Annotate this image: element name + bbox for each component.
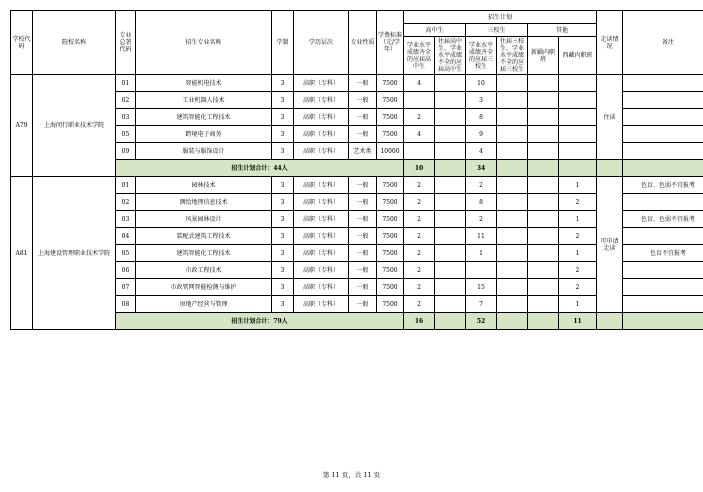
count-c2 <box>435 177 466 194</box>
header-level: 学历层次 <box>294 11 349 75</box>
duration: 3 <box>272 109 294 126</box>
count-c4 <box>497 194 528 211</box>
count-c5 <box>528 194 559 211</box>
count-c3: 15 <box>466 279 497 296</box>
note <box>623 126 703 143</box>
fee: 7500 <box>377 177 404 194</box>
nature: 一般 <box>349 194 377 211</box>
fee: 7500 <box>377 296 404 313</box>
count-c5 <box>528 245 559 262</box>
subtotal-note <box>623 160 703 177</box>
header-major-name: 招生专业名称 <box>136 11 272 75</box>
count-c3: 7 <box>466 296 497 313</box>
header-c2: 往届高中生、学业水平成绩不全的应届高中生 <box>435 37 466 75</box>
subtotal-note <box>623 313 703 330</box>
major-name: 园林技术 <box>136 177 272 194</box>
duration: 3 <box>272 245 294 262</box>
count-c2 <box>435 126 466 143</box>
major-code: 05 <box>116 245 136 262</box>
count-c2 <box>435 92 466 109</box>
fee: 7500 <box>377 194 404 211</box>
level: 高职（专科） <box>294 262 349 279</box>
count-c6: 2 <box>559 262 597 279</box>
subtotal-c2 <box>435 160 466 177</box>
major-code: 01 <box>116 177 136 194</box>
count-c4 <box>497 262 528 279</box>
fee: 7500 <box>377 126 404 143</box>
level: 高职（专科） <box>294 279 349 296</box>
count-c5 <box>528 177 559 194</box>
header-c3: 学业水平成绩齐全的应届三校生 <box>466 37 497 75</box>
count-c3: 2 <box>466 211 497 228</box>
subtotal-c5 <box>528 313 559 330</box>
note <box>623 143 703 160</box>
nature: 一般 <box>349 177 377 194</box>
count-c5 <box>528 143 559 160</box>
subtotal-label: 招生计划合计：79人 <box>116 313 404 330</box>
major-code: 03 <box>116 211 136 228</box>
major-name: 建筑智能化工程技术 <box>136 109 272 126</box>
nature: 一般 <box>349 279 377 296</box>
school-code: A81 <box>11 177 33 330</box>
table-row <box>11 75 703 92</box>
count-c3: 8 <box>466 109 497 126</box>
count-c2 <box>435 211 466 228</box>
count-c2 <box>435 143 466 160</box>
school-name: 上海闵行职业技术学院 <box>33 75 116 177</box>
count-c3: 4 <box>466 143 497 160</box>
duration: 3 <box>272 126 294 143</box>
count-c1: 2 <box>404 194 435 211</box>
count-c2 <box>435 279 466 296</box>
major-code: 02 <box>116 194 136 211</box>
level: 高职（专科） <box>294 109 349 126</box>
level: 高职（专科） <box>294 126 349 143</box>
level: 高职（专科） <box>294 143 349 160</box>
level: 高职（专科） <box>294 92 349 109</box>
major-name: 建筑智能化工程技术 <box>136 245 272 262</box>
header-c1: 学业水平成绩齐全的应届高中生 <box>404 37 435 75</box>
count-c4 <box>497 75 528 92</box>
count-c5 <box>528 211 559 228</box>
subtotal-board <box>597 313 623 330</box>
count-c2 <box>435 262 466 279</box>
count-c6 <box>559 143 597 160</box>
nature: 艺术类 <box>349 143 377 160</box>
count-c5 <box>528 296 559 313</box>
duration: 3 <box>272 92 294 109</box>
level: 高职（专科） <box>294 75 349 92</box>
table-row <box>11 177 703 194</box>
count-c1: 2 <box>404 245 435 262</box>
subtotal-c4 <box>497 313 528 330</box>
count-c1 <box>404 143 435 160</box>
level: 高职（专科） <box>294 194 349 211</box>
duration: 3 <box>272 211 294 228</box>
note <box>623 194 703 211</box>
level: 高职（专科） <box>294 228 349 245</box>
count-c1: 2 <box>404 177 435 194</box>
major-name: 测绘地理信息技术 <box>136 194 272 211</box>
header-c4: 往届三校生、学业水平成绩不全的应届三校生 <box>497 37 528 75</box>
page-footer: 第 11 页，共 11 页 <box>322 471 381 479</box>
header-board: 走读情况 <box>597 11 623 75</box>
count-c6: 1 <box>559 211 597 228</box>
board-status: 住读 <box>597 75 623 160</box>
header-major-code: 专业总署代码 <box>116 11 136 75</box>
major-name: 装配式建筑工程技术 <box>136 228 272 245</box>
note <box>623 262 703 279</box>
subtotal-board <box>597 160 623 177</box>
count-c5 <box>528 109 559 126</box>
note: 色盲不宜报考 <box>623 245 703 262</box>
count-c6: 2 <box>559 194 597 211</box>
count-c5 <box>528 126 559 143</box>
fee: 7500 <box>377 279 404 296</box>
major-name: 智能机电技术 <box>136 75 272 92</box>
note <box>623 296 703 313</box>
count-c3: 1 <box>466 245 497 262</box>
major-code: 04 <box>116 228 136 245</box>
nature: 一般 <box>349 109 377 126</box>
subtotal-label: 招生计划合计：44人 <box>116 160 404 177</box>
major-code: 07 <box>116 279 136 296</box>
header-group-other: 其他 <box>528 24 597 37</box>
count-c2 <box>435 245 466 262</box>
subtotal-c3: 34 <box>466 160 497 177</box>
nature: 一般 <box>349 296 377 313</box>
note <box>623 279 703 296</box>
school-name: 上海建设管理职业技术学院 <box>33 177 116 330</box>
note <box>623 92 703 109</box>
duration: 3 <box>272 279 294 296</box>
count-c4 <box>497 228 528 245</box>
major-code: 08 <box>116 296 136 313</box>
fee: 7500 <box>377 245 404 262</box>
level: 高职（专科） <box>294 177 349 194</box>
major-name: 房地产经营与管理 <box>136 296 272 313</box>
major-name: 市政管网智能检测与维护 <box>136 279 272 296</box>
level: 高职（专科） <box>294 211 349 228</box>
count-c1: 2 <box>404 109 435 126</box>
count-c1: 4 <box>404 126 435 143</box>
fee: 7500 <box>377 262 404 279</box>
count-c6: 2 <box>559 279 597 296</box>
header-school-name: 院校名称 <box>33 11 116 75</box>
major-name: 市政工程技术 <box>136 262 272 279</box>
fee: 7500 <box>377 92 404 109</box>
fee: 10000 <box>377 143 404 160</box>
count-c3: 9 <box>466 126 497 143</box>
count-c1: 4 <box>404 75 435 92</box>
major-code: 03 <box>116 109 136 126</box>
header-c6: 西藏内职班 <box>559 37 597 75</box>
duration: 3 <box>272 194 294 211</box>
count-c3: 10 <box>466 75 497 92</box>
fee: 7500 <box>377 211 404 228</box>
count-c3: 2 <box>466 177 497 194</box>
duration: 3 <box>272 262 294 279</box>
count-c5 <box>528 262 559 279</box>
header-school-code: 学校代码 <box>11 11 33 75</box>
note <box>623 109 703 126</box>
count-c4 <box>497 126 528 143</box>
count-c1: 2 <box>404 262 435 279</box>
count-c6: 1 <box>559 296 597 313</box>
header-fee: 学费标准（元/学年） <box>377 11 404 75</box>
school-code: A79 <box>11 75 33 177</box>
count-c4 <box>497 211 528 228</box>
count-c1: 2 <box>404 228 435 245</box>
count-c6 <box>559 126 597 143</box>
nature: 一般 <box>349 75 377 92</box>
subtotal-c1: 16 <box>404 313 435 330</box>
count-c1: 2 <box>404 296 435 313</box>
major-name: 风景园林设计 <box>136 211 272 228</box>
fee: 7500 <box>377 75 404 92</box>
count-c2 <box>435 75 466 92</box>
major-name: 跨境电子商务 <box>136 126 272 143</box>
count-c6 <box>559 75 597 92</box>
count-c3 <box>466 262 497 279</box>
duration: 3 <box>272 143 294 160</box>
subtotal-c2 <box>435 313 466 330</box>
count-c4 <box>497 92 528 109</box>
fee: 7500 <box>377 228 404 245</box>
count-c4 <box>497 177 528 194</box>
major-code: 01 <box>116 75 136 92</box>
header-note: 备注 <box>623 11 703 75</box>
count-c2 <box>435 109 466 126</box>
enrollment-plan-table <box>10 10 703 330</box>
count-c6 <box>559 109 597 126</box>
nature: 一般 <box>349 262 377 279</box>
fee: 7500 <box>377 109 404 126</box>
major-name: 工业机器人技术 <box>136 92 272 109</box>
count-c3: 3 <box>466 92 497 109</box>
level: 高职（专科） <box>294 245 349 262</box>
header-nature: 专业性质 <box>349 11 377 75</box>
subtotal-c5 <box>528 160 559 177</box>
duration: 3 <box>272 75 294 92</box>
header-group-three: 三校生 <box>466 24 528 37</box>
note: 色盲、色弱不宜报考 <box>623 177 703 194</box>
header-c5: 新疆内职班 <box>528 37 559 75</box>
count-c4 <box>497 296 528 313</box>
count-c5 <box>528 92 559 109</box>
major-name: 服装与服饰设计 <box>136 143 272 160</box>
subtotal-c3: 52 <box>466 313 497 330</box>
count-c6 <box>559 92 597 109</box>
nature: 一般 <box>349 211 377 228</box>
duration: 3 <box>272 228 294 245</box>
note <box>623 228 703 245</box>
major-code: 06 <box>116 262 136 279</box>
count-c5 <box>528 279 559 296</box>
major-code: 09 <box>116 143 136 160</box>
level: 高职（专科） <box>294 296 349 313</box>
count-c5 <box>528 228 559 245</box>
note <box>623 75 703 92</box>
subtotal-c6: 11 <box>559 313 597 330</box>
header-group-high: 高中生 <box>404 24 466 37</box>
major-code: 02 <box>116 92 136 109</box>
count-c3: 11 <box>466 228 497 245</box>
duration: 3 <box>272 177 294 194</box>
count-c4 <box>497 143 528 160</box>
count-c4 <box>497 245 528 262</box>
nature: 一般 <box>349 245 377 262</box>
count-c6: 1 <box>559 177 597 194</box>
major-code: 05 <box>116 126 136 143</box>
board-status: 可申请走读 <box>597 177 623 313</box>
count-c2 <box>435 228 466 245</box>
count-c1 <box>404 92 435 109</box>
count-c4 <box>497 109 528 126</box>
subtotal-c1: 10 <box>404 160 435 177</box>
note: 色盲、色弱不宜报考 <box>623 211 703 228</box>
count-c5 <box>528 75 559 92</box>
duration: 3 <box>272 296 294 313</box>
count-c2 <box>435 296 466 313</box>
subtotal-c4 <box>497 160 528 177</box>
count-c6: 1 <box>559 245 597 262</box>
header-plan: 招生计划 <box>404 11 597 24</box>
count-c1: 2 <box>404 279 435 296</box>
count-c6: 2 <box>559 228 597 245</box>
nature: 一般 <box>349 126 377 143</box>
subtotal-c6 <box>559 160 597 177</box>
count-c3: 8 <box>466 194 497 211</box>
nature: 一般 <box>349 92 377 109</box>
header-duration: 学制 <box>272 11 294 75</box>
count-c1: 2 <box>404 211 435 228</box>
count-c4 <box>497 279 528 296</box>
count-c2 <box>435 194 466 211</box>
nature: 一般 <box>349 228 377 245</box>
